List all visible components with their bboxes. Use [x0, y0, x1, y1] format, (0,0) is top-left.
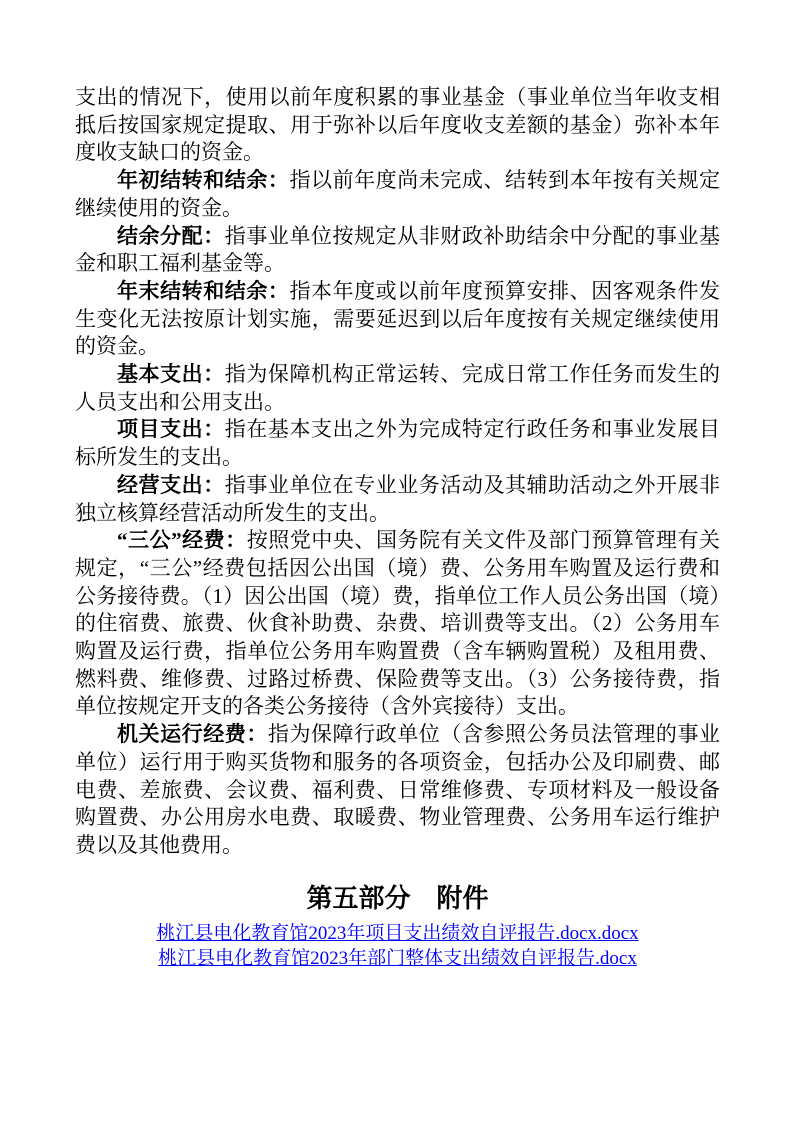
paragraph-text: 指在基本支出之外为完成特定行政任务和事业发展目标所发生的支出。 [75, 417, 721, 470]
paragraph-text: 指为保障行政单位（含参照公务员法管理的事业单位）运行用于购买货物和服务的各项资金，包括办公及印刷费、邮电费、差旅费、会议费、福利费、日常维修费、专项材料及一般设备购置费、办公用房水电费、取暖费、物业管理费、公务用车运行维护费以及其他费用。 [75, 722, 720, 857]
paragraph-text: 指本年度或以前年度预算安排、因客观条件发生变化无法按原计划实施，需要延迟到以后年度按有关规定继续使用的资金。 [75, 278, 721, 359]
term-label: 机关运行经费： [117, 722, 268, 747]
attachment-links [75, 921, 720, 971]
paragraph-basic-expenditure [75, 361, 720, 416]
term-label: 基本支出： [117, 362, 225, 387]
paragraph-text: 按照党中央、国务院有关文件及部门预算管理有关规定，“三公”经费包括因公出国（境）费、公务用车购置及运行费和公务接待费。（1）因公出国（境）费，指单位工作人员公务出国（境）的住宿费、旅费、伙食补助费、杂费、培训费等支出。（2）公务用车购置及运行费，指单位公务用车购置费（含车辆购置税）及租用费、燃料费、维修费、过路过桥费、保险费等支出。（3）公务接待费，指单位按规定开支的各类公务接待（含外宾接待）支出。 [75, 528, 720, 719]
paragraph-text: 指事业单位按规定从非财政补助结余中分配的事业基金和职工福利基金等。 [75, 223, 721, 276]
paragraph-text: 指以前年度尚未完成、结转到本年按有关规定继续使用的资金。 [75, 168, 721, 220]
term-label: 结余分配： [117, 223, 225, 248]
term-label: “三公”经费： [117, 528, 247, 553]
paragraph-project-expenditure [75, 416, 720, 471]
term-label: 年末结转和结余： [117, 278, 290, 303]
paragraph-text: 指为保障机构正常运转、完成日常工作任务而发生的人员支出和公用支出。 [75, 362, 721, 414]
paragraph-agency-operating-funds [75, 721, 720, 860]
paragraph-year-end-carryover [75, 278, 720, 361]
paragraph-operating-expenditure [75, 472, 720, 527]
document-content [75, 84, 720, 971]
attachment-link-department-report[interactable]: 桃江县电化教育馆2023年部门整体支出绩效自评报告.docx [158, 947, 637, 969]
term-label: 年初结转和结余： [117, 168, 290, 193]
paragraph-text: 指事业单位在专业业务活动及其辅助活动之外开展非独立核算经营活动所发生的支出。 [75, 472, 721, 525]
section-heading: 第五部分 附件 [306, 883, 489, 913]
paragraph-three-public-funds [75, 527, 720, 721]
paragraph-year-begin-carryover [75, 167, 720, 222]
paragraph-continuation [75, 84, 720, 167]
paragraph-text: 支出的情况下，使用以前年度积累的事业基金（事业单位当年收支相抵后按国家规定提取、用于弥补以后年度收支差额的基金）弥补本年度收支缺口的资金。 [75, 85, 720, 165]
paragraph-surplus-distribution [75, 223, 720, 278]
attachment-link-project-report[interactable]: 桃江县电化教育馆2023年项目支出绩效自评报告.docx.docx [156, 922, 639, 944]
term-label: 项目支出： [117, 417, 225, 442]
term-label: 经营支出： [117, 472, 225, 497]
